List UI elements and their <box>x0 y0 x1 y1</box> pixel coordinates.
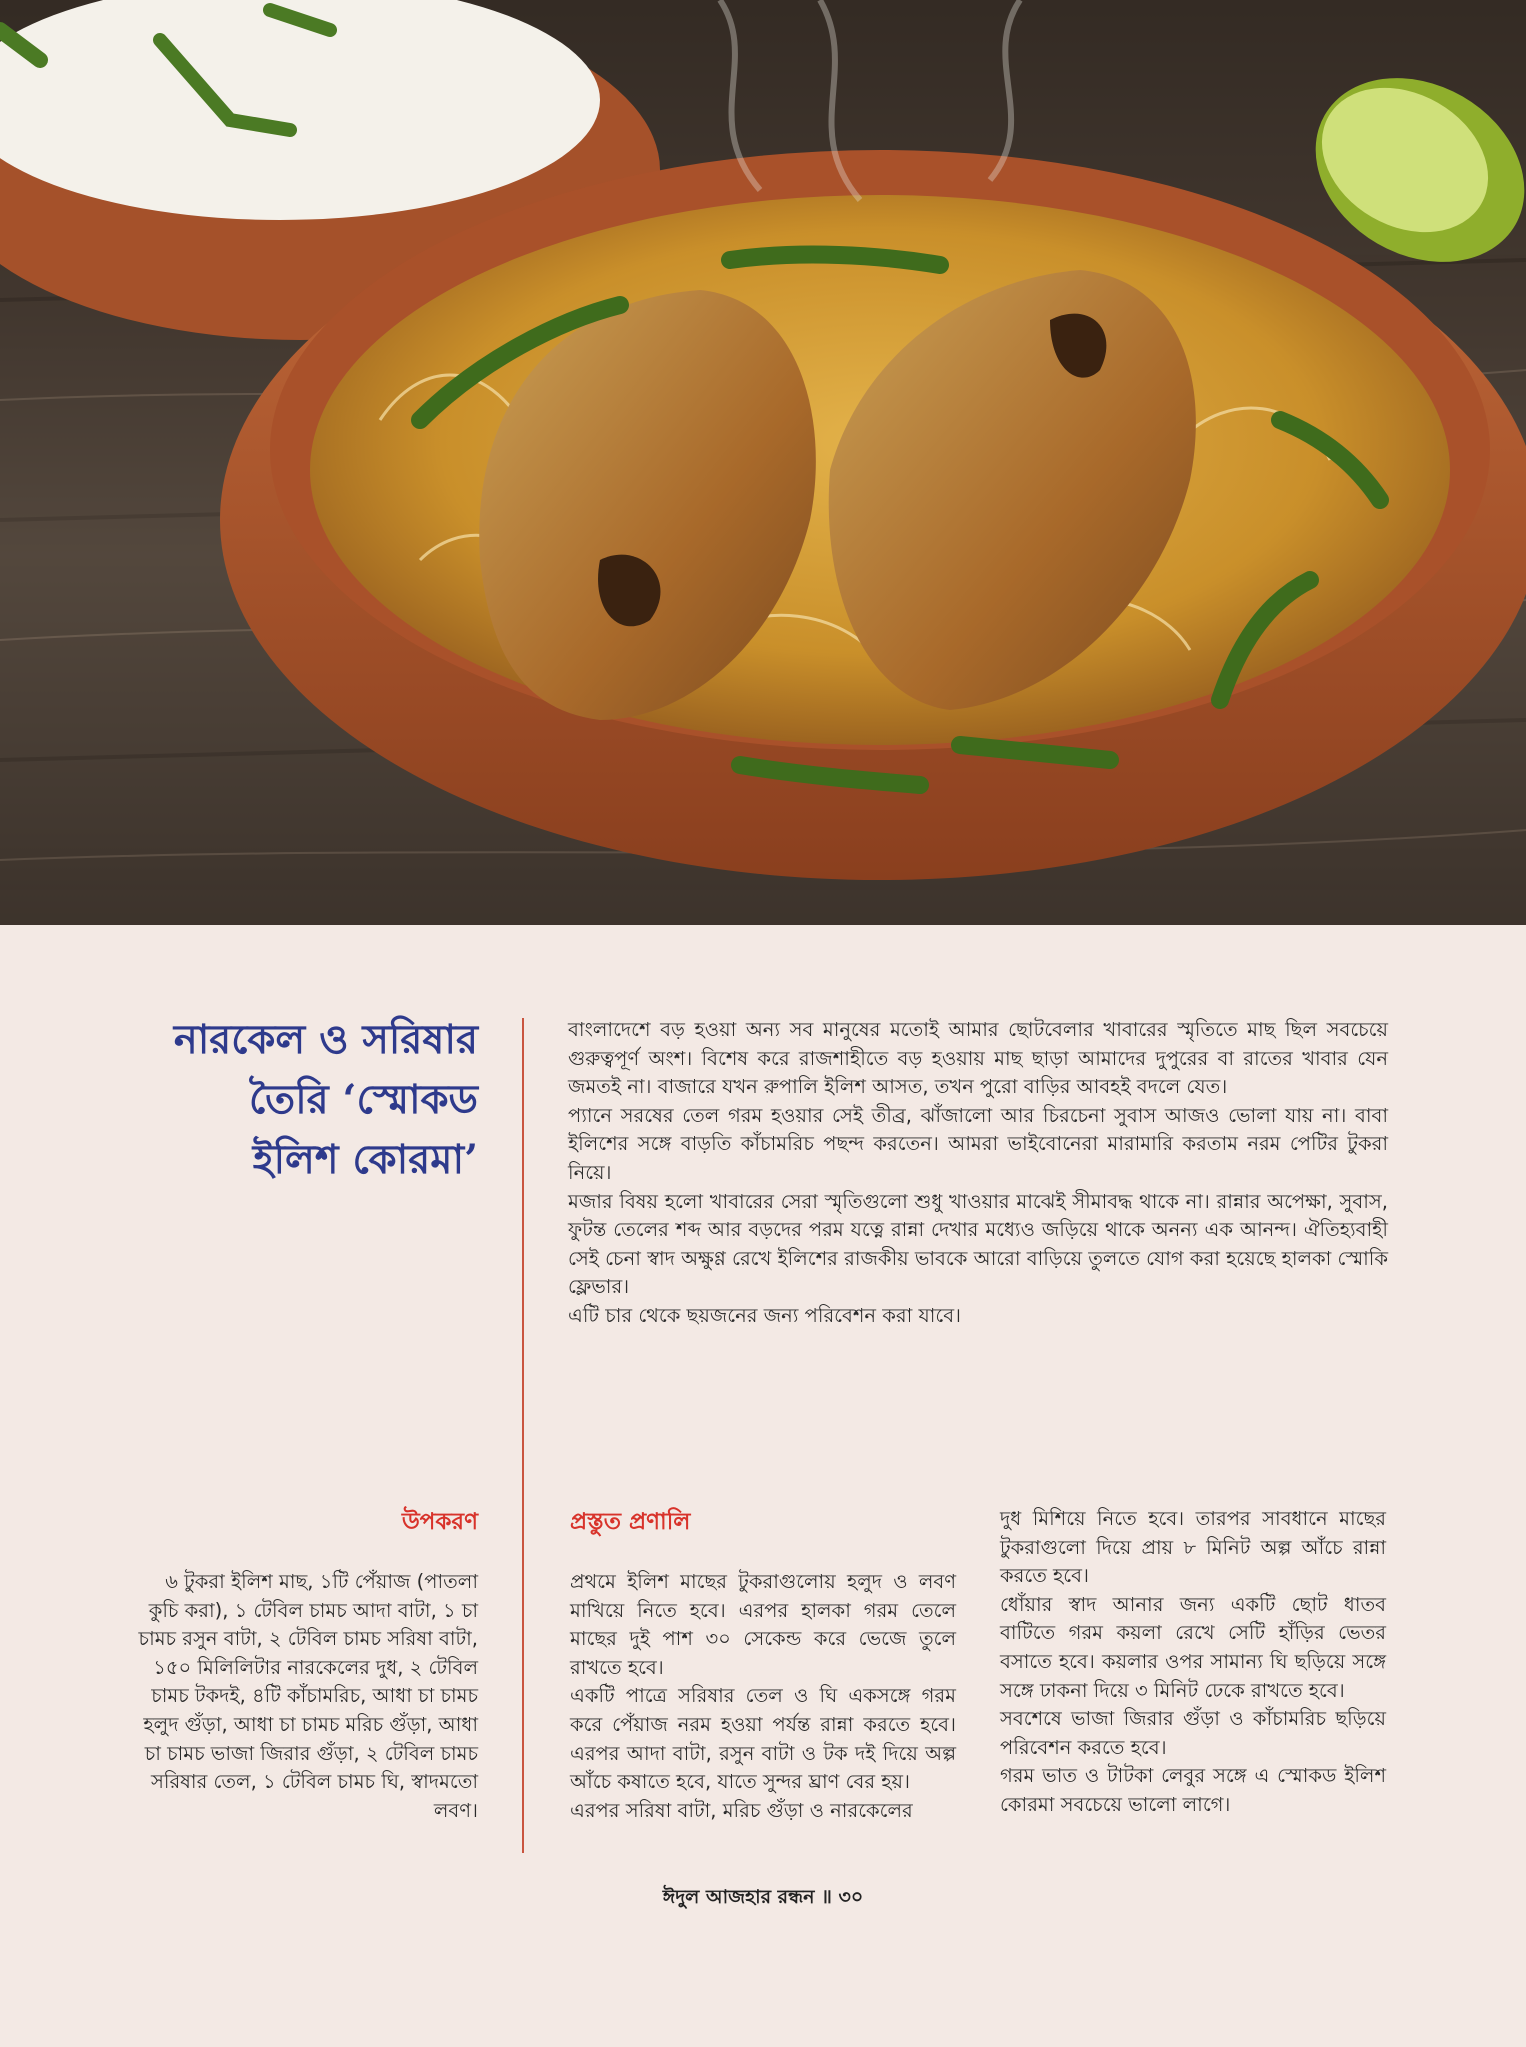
intro-paragraph: এটি চার থেকে ছয়জনের জন্য পরিবেশন করা যাবে। <box>568 1303 962 1327</box>
intro-paragraph: মজার বিষয় হলো খাবারের সেরা স্মৃতিগুলো শুধু খাওয়ার মাঝেই সীমাবদ্ধ থাকে না। রান্নার অপেক্ষা, সুবাস, ফুটন্ত তেলের শব্দ আর বড়দের পরম যত্নে রান্না দেখার মধ্যেও জড়িয়ে থাকে অনন্য এক আনন্দ। ঐতিহ্যবাহী সেই চেনা স্বাদ অক্ষুণ্ণ রেখে ইলিশের রাজকীয় ভাবকে আরো বাড়িয়ে তুলতে যোগ করা হয়েছে হালকা স্মোকি ফ্লেভার। <box>568 1189 1388 1299</box>
title-line-3: ইলিশ কোরমা’ <box>252 1136 478 1183</box>
hero-photo <box>0 0 1526 925</box>
method-step: দুধ মিশিয়ে নিতে হবে। তারপর সাবধানে মাছের টুকরাগুলো দিয়ে প্রায় ৮ মিনিট অল্প আঁচে রান্না করতে হবে। <box>1000 1507 1386 1588</box>
ingredients-list: ৬ টুকরা ইলিশ মাছ, ১টি পেঁয়াজ (পাতলা কুচি করা), ১ টেবিল চামচ আদা বাটা, ১ চা চামচ রসুন বাটা, ২ টেবিল চামচ সরিষা বাটা, ১৫০ মিলিলিটার নারকেলের দুধ, ২ টেবিল চামচ টকদই, ৪টি কাঁচামরিচ, আধা চা চামচ হলুদ গুঁড়া, আধা চা চামচ মরিচ গুঁড়া, আধা চা চামচ ভাজা জিরার গুঁড়া, ২ টেবিল চামচ সরিষার তেল, ১ টেবিল চামচ ঘি, স্বাদমতো লবণ। <box>138 1570 478 1822</box>
method-step: একটি পাত্রে সরিষার তেল ও ঘি একসঙ্গে গরম করে পেঁয়াজ নরম হওয়া পর্যন্ত রান্না করতে হবে। এরপর আদা বাটা, রসুন বাটা ও টক দই দিয়ে অল্প আঁচে কষাতে হবে, যাতে সুন্দর ঘ্রাণ বের হয়। <box>570 1684 956 1794</box>
method-heading: প্রস্তুত প্রণালি <box>570 1509 691 1535</box>
vertical-divider <box>522 1018 524 1853</box>
ingredients-heading: উপকরণ <box>401 1509 478 1535</box>
method-column-1 <box>570 1568 956 1825</box>
method-step: এরপর সরিষা বাটা, মরিচ গুঁড়া ও নারকেলের <box>570 1798 913 1822</box>
intro-paragraph: প্যানে সরষের তেল গরম হওয়ার সেই তীব্র, ঝাঁজালো আর চিরচেনা সুবাস আজও ভোলা যায় না। বাবা ইলিশের সঙ্গে বাড়তি কাঁচামরিচ পছন্দ করতেন। আমরা ভাইবোনেরা মারামারি করতাম নরম পেটির টুকরা নিয়ে। <box>568 1103 1388 1184</box>
curry-bowl <box>220 150 1526 880</box>
title-line-2: তৈরি ‘স্মোকড <box>249 1076 478 1123</box>
method-step: ধোঁয়ার স্বাদ আনার জন্য একটি ছোট ধাতব বাটিতে গরম কয়লা রেখে সেটি হাঁড়ির ভেতর বসাতে হবে। কয়লার ওপর সামান্য ঘি ছড়িয়ে সঙ্গে সঙ্গে ঢাকনা দিয়ে ৩ মিনিট ঢেকে রাখতে হবে। <box>1000 1592 1386 1702</box>
recipe-title <box>58 1010 478 1190</box>
intro-text <box>568 1016 1388 1331</box>
method-step: প্রথমে ইলিশ মাছের টুকরাগুলোয় হলুদ ও লবণ মাখিয়ে নিতে হবে। এরপর হালকা গরম তেলে মাছের দুই পাশ ৩০ সেকেন্ড করে ভেজে তুলে রাখতে হবে। <box>570 1570 956 1679</box>
method-step: সবশেষে ভাজা জিরার গুঁড়া ও কাঁচামরিচ ছড়িয়ে পরিবেশন করতে হবে। <box>1000 1707 1386 1759</box>
title-line-1: নারকেল ও সরিষার <box>173 1016 478 1063</box>
method-step: গরম ভাত ও টাটকা লেবুর সঙ্গে এ স্মোকড ইলিশ কোরমা সবচেয়ে ভালো লাগে। <box>1000 1764 1386 1816</box>
method-column-2 <box>1000 1505 1386 1820</box>
intro-paragraph: বাংলাদেশে বড় হওয়া অন্য সব মানুষের মতোই আমার ছোটবেলার খাবারের স্মৃতিতে মাছ ছিল সবচেয়ে গুরুত্বপূর্ণ অংশ। বিশেষ করে রাজশাহীতে বড় হওয়ায় মাছ ছাড়া আমাদের দুপুরের বা রাতের খাবার যেন জমতই না। বাজারে যখন রুপালি ইলিশ আসত, তখন পুরো বাড়ির আবহই বদলে যেত। <box>568 1018 1388 1099</box>
hilsa-korma-photo-icon <box>0 0 1526 925</box>
page-footer: ঈদুল আজহার রন্ধন ॥ ৩০ <box>662 1886 864 1908</box>
